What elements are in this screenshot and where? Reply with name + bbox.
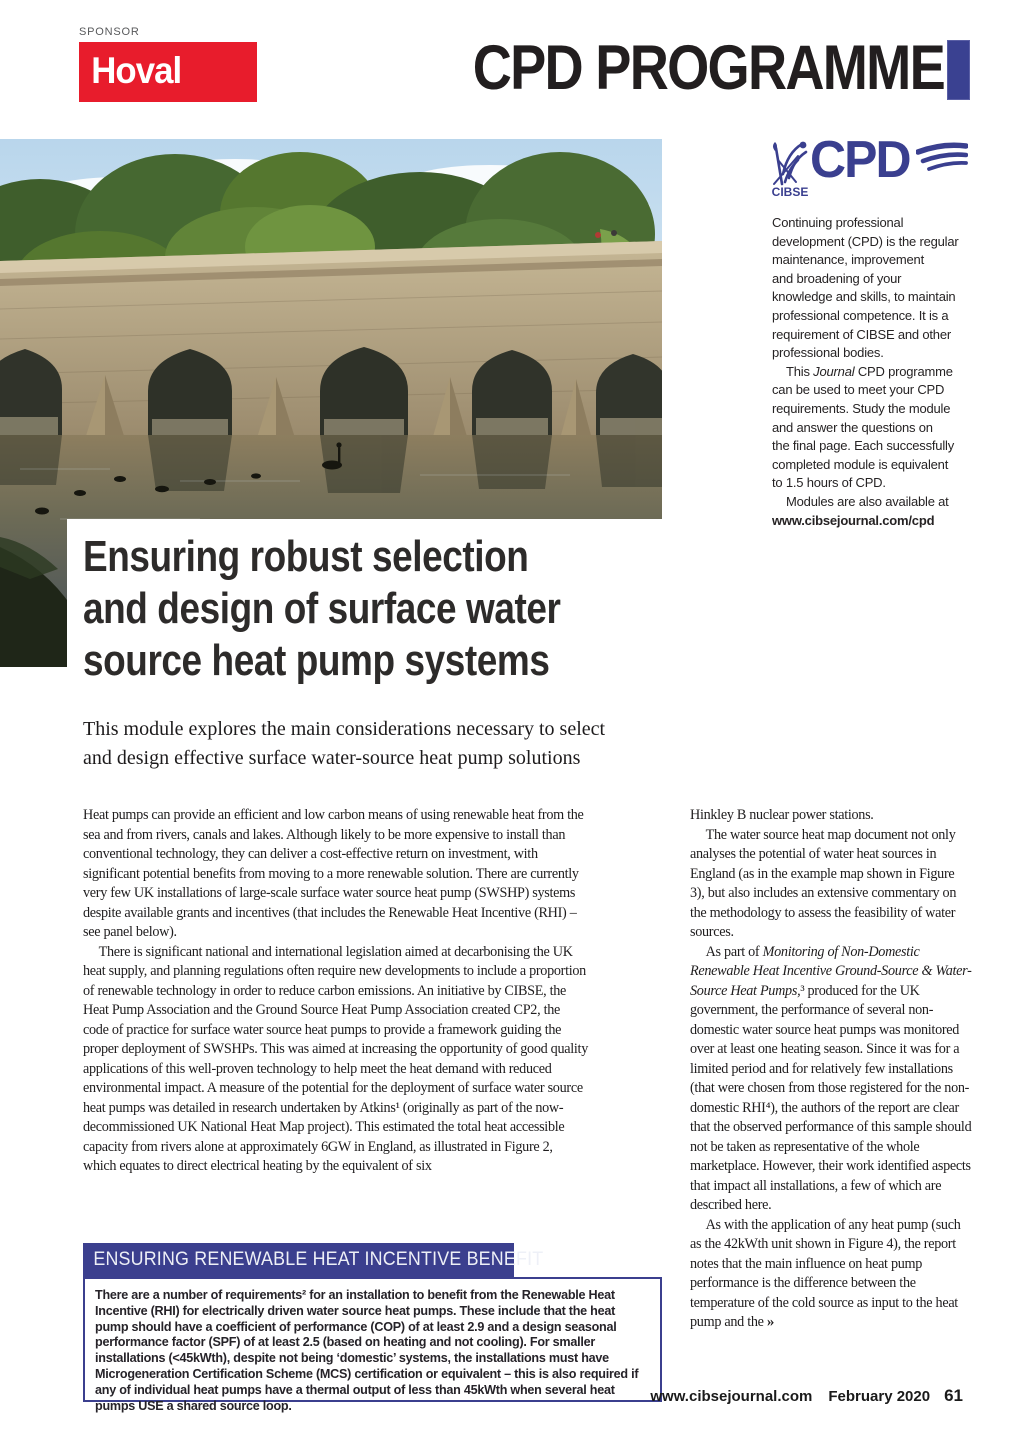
hoval-logo (79, 42, 257, 102)
headline-card (67, 519, 662, 801)
article-column-left: Heat pumps can provide an efficient and low carbon means of using renewable heat from the sea and from rivers, canals and lakes. Although likely to be more expensive to install than conventional technology, they can deliver a cost-effective return on investment, with significant potential benefits from moving to a more renewable solution. There are currently very few UK installations of large-scale surface water source heat pump (SWSHP) systems despite available grants and incentives (that includes the Renewable Heat Incentive (RHI) – see panel below). There is significant national and international legislation aimed at decarbonising the UK heat supply, and planning regulations often require new developments to include a proportion of renewable technology in order to reduce carbon emissions. An initiative by CIBSE, the Heat Pump Association and the Ground Source Heat Pump Association created CP2, the code of practice for surface water source heat pumps to provide a framework guiding the proper deployment of SWSHPs. This was aimed at increasing the opportunity of good quality applications of this well-proven technology to help meet the heat demand with reduced environmental impact. A measure of the potential for the deployment of surface water source heat pumps was detailed in research undertaken by Atkins¹ (originally as part of the now-decommissioned UK National Heat Map project). This estimated the total heat accessible capacity from rivers alone at approximately 6GW in England, as illustrated in Figure 2, which equates to direct electrical heating by the equivalent of six (83, 807, 588, 1174)
page-footer (650, 1386, 963, 1406)
masthead-title: CPD PROGRAMME (472, 33, 944, 103)
footer-page-number: 61 (944, 1386, 963, 1405)
svg-text:CIBSE: CIBSE (771, 185, 809, 199)
article-column-right: Hinkley B nuclear power stations. The water source heat map document not only analyses the potential of water heat sources in England (as in the example map shown in Figure 3), but also includes an extensive commentary on the methodology to assess the feasibility of water sources. As part of Monitoring of Non-Domestic Renewable Heat Incentive Ground-Source & Water-Source Heat Pumps,³ produced for the UK government, the performance of several non-domestic water source heat pumps was monitored over at least one heating season. Since it was for a limited period and for relatively few installations (that were chosen from those registered for the non-domestic RHI⁴), the authors of the report are clear that the observed performance of this sample should not be taken as representative of the whole marketplace. However, their work identified aspects that impact all installations, a few of which are described here. As with the application of any heat pump (such as the 42kWth unit shown in Figure 4), the report notes that the main influence on heat pump performance is the difference between the temperature of the cold source as input to the heat pump and the » (690, 807, 972, 1330)
cpd-description: Continuing professional development (CPD) is the regular maintenance, improvement and broadening of your knowledge and skills, to maintain professional competence. It is a requirement of CIBSE and other professional bodies. This Journal CPD programme can be used to meet your CPD requirements. Study the module and answer the questions on the final page. Each successfully completed module is equivalent to 1.5 hours of CPD. Modules are also available at www.cibsejournal.com/cpd (772, 215, 959, 528)
masthead-accent-block (947, 40, 970, 100)
cpd-logo (768, 131, 968, 202)
cpd-swoosh-icon (916, 142, 968, 176)
rhi-panel-text: There are a number of requirements² for an installation to benefit from the Renewable Heat Incentive (RHI) for electrically driven water source heat pumps. These include that the heat pump should have a coefficient of performance (COP) of at least 2.9 and a design seasonal performance factor (SPF) of at least 2.5 (based on heating and not cooling). For smaller installations (<45kWth), despite not being ‘domestic’ systems, the installations must have Microgeneration Certification Scheme (MCS) certification or equivalent – this is also required if any of individual heat pumps have a thermal output of less than 45kWth when several heat pumps USE a shared source loop. (95, 1288, 639, 1413)
bridge (0, 230, 662, 454)
sponsor-label: SPONSOR (79, 26, 140, 38)
article-title: Ensuring robust selection and design of surface water source heat pump systems (83, 532, 561, 685)
hoval-logo-text: Hoval (91, 50, 182, 91)
masthead (396, 33, 944, 103)
rhi-panel-body (83, 1277, 662, 1413)
article-standfirst: This module explores the main considerations necessary to select and design effective surface water-source heat pump solutions (83, 718, 606, 769)
footer-issue-date: February 2020 (828, 1388, 931, 1405)
cibse-crest-icon (768, 138, 812, 200)
footer-site-link[interactable]: www.cibsejournal.com (650, 1388, 813, 1405)
cpd-logo-text: CPD (810, 131, 910, 189)
rhi-panel-title: ENSURING RENEWABLE HEAT INCENTIVE BENEFIT (93, 1249, 544, 1270)
rhi-panel-title-bar (83, 1243, 544, 1277)
